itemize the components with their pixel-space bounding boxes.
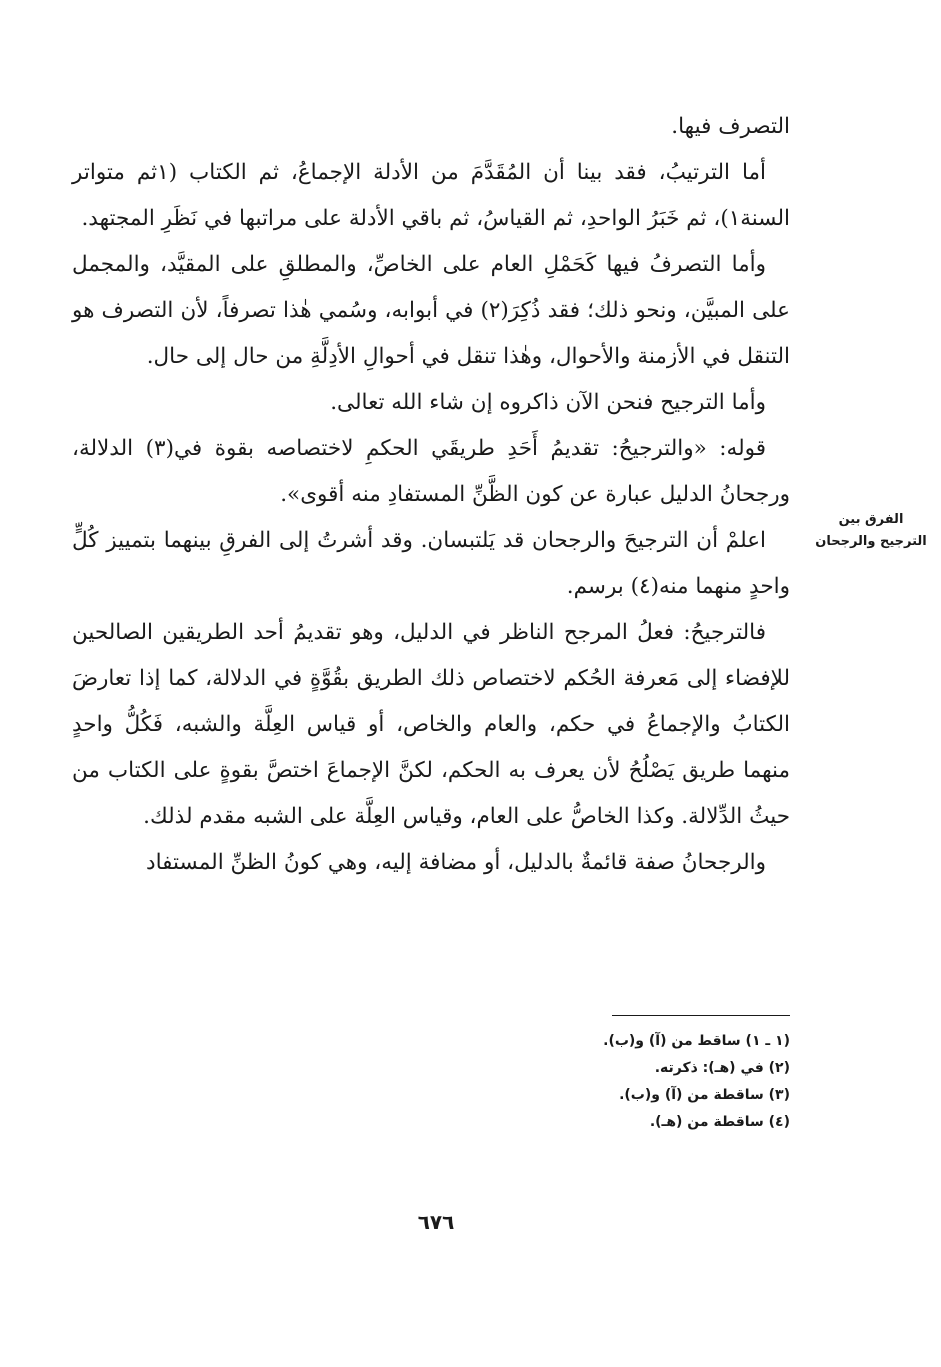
- paragraph: اعلمْ أن الترجيحَ والرجحان قد يَلتبسان. وقد أشرتُ إلى الفرقِ بينهما بتمييز كُلٍّ واحدٍ منهما منه(٤) برسم.: [72, 528, 790, 599]
- margin-note-line: الفرق بين: [838, 512, 904, 527]
- paragraph: أما الترتيبُ، فقد بينا أن المُقَدَّمَ من الأدلة الإجماعُ، ثم الكتاب (١ثم متواتر السنة١)، ثم خَبَرُ الواحدِ، ثم القياسُ، ثم باقي الأدلة على مراتبها في نَظَرِ المجتهد.: [72, 160, 790, 231]
- page-number: ٦٧٦: [417, 1210, 455, 1234]
- footnote-separator: [612, 1015, 790, 1016]
- paragraph: وأما الترجيح فنحن الآن ذاكروه إن شاء الله تعالى.: [330, 390, 766, 415]
- main-text: [72, 104, 790, 886]
- footnote: (٤) ساقطة من (هـ).: [649, 1114, 790, 1130]
- paragraph: التصرف فيها.: [671, 114, 790, 139]
- margin-note-line: الترجيح والرجحان: [815, 534, 927, 549]
- paragraph: قوله: «والترجيحُ: تقديمُ أَحَدِ طريقَي الحكمِ لاختصاصه بقوة في(٣) الدلالة، ورجحانُ الدليل عبارة عن كون الظَّنِّ المستفادِ منه أقوى».: [72, 436, 790, 507]
- footnotes: [380, 1028, 790, 1136]
- footnote: (٢) في (هـ): ذكرته.: [654, 1060, 790, 1076]
- footnote: (٣) ساقطة من (آ) و(ب).: [619, 1087, 790, 1103]
- margin-note: [806, 509, 936, 553]
- paragraph: والرجحانُ صفة قائمةٌ بالدليل، أو مضافة إليه، وهي كونُ الظنِّ المستفاد: [146, 850, 766, 875]
- paragraph: وأما التصرفُ فيها كَحَمْلِ العام على الخاصِّ، والمطلقِ على المقيَّد، والمجمل على المبيَّن، ونحو ذلك؛ فقد ذُكِرَ(٢) في أبوابه، وسُمي هٰذا تصرفاً، لأن التصرف هو التنقل في الأزمنة والأحوال، وهٰذا تنقل في أحوالِ الأدِلَّةِ من حال إلى حال.: [72, 252, 791, 369]
- paragraph: فالترجيحُ: فعلُ المرجح الناظر في الدليل، وهو تقديمُ أحد الطريقين الصالحين للإفضاء إلى مَعرفة الحُكم لاختصاص ذلك الطريق بقُوَّةٍ في الدلالة، كما إذا تعارضَ الكتابُ والإجماعُ في حكم، والعام والخاص، أو قياس العِلَّة والشبه، فَكُلُّ واحدٍ منهما طريق يَصْلُحُ لأن يعرف به الحكم، لكنَّ الإجماعَ اختصَّ بقوةٍ على الكتاب من حيثُ الدِّلالة. وكذا الخاصُّ على العام، وقياس العِلَّة على الشبه مقدم لذلك.: [72, 620, 790, 829]
- footnote: (١ ـ ١) ساقط من (آ) و(ب).: [603, 1033, 790, 1049]
